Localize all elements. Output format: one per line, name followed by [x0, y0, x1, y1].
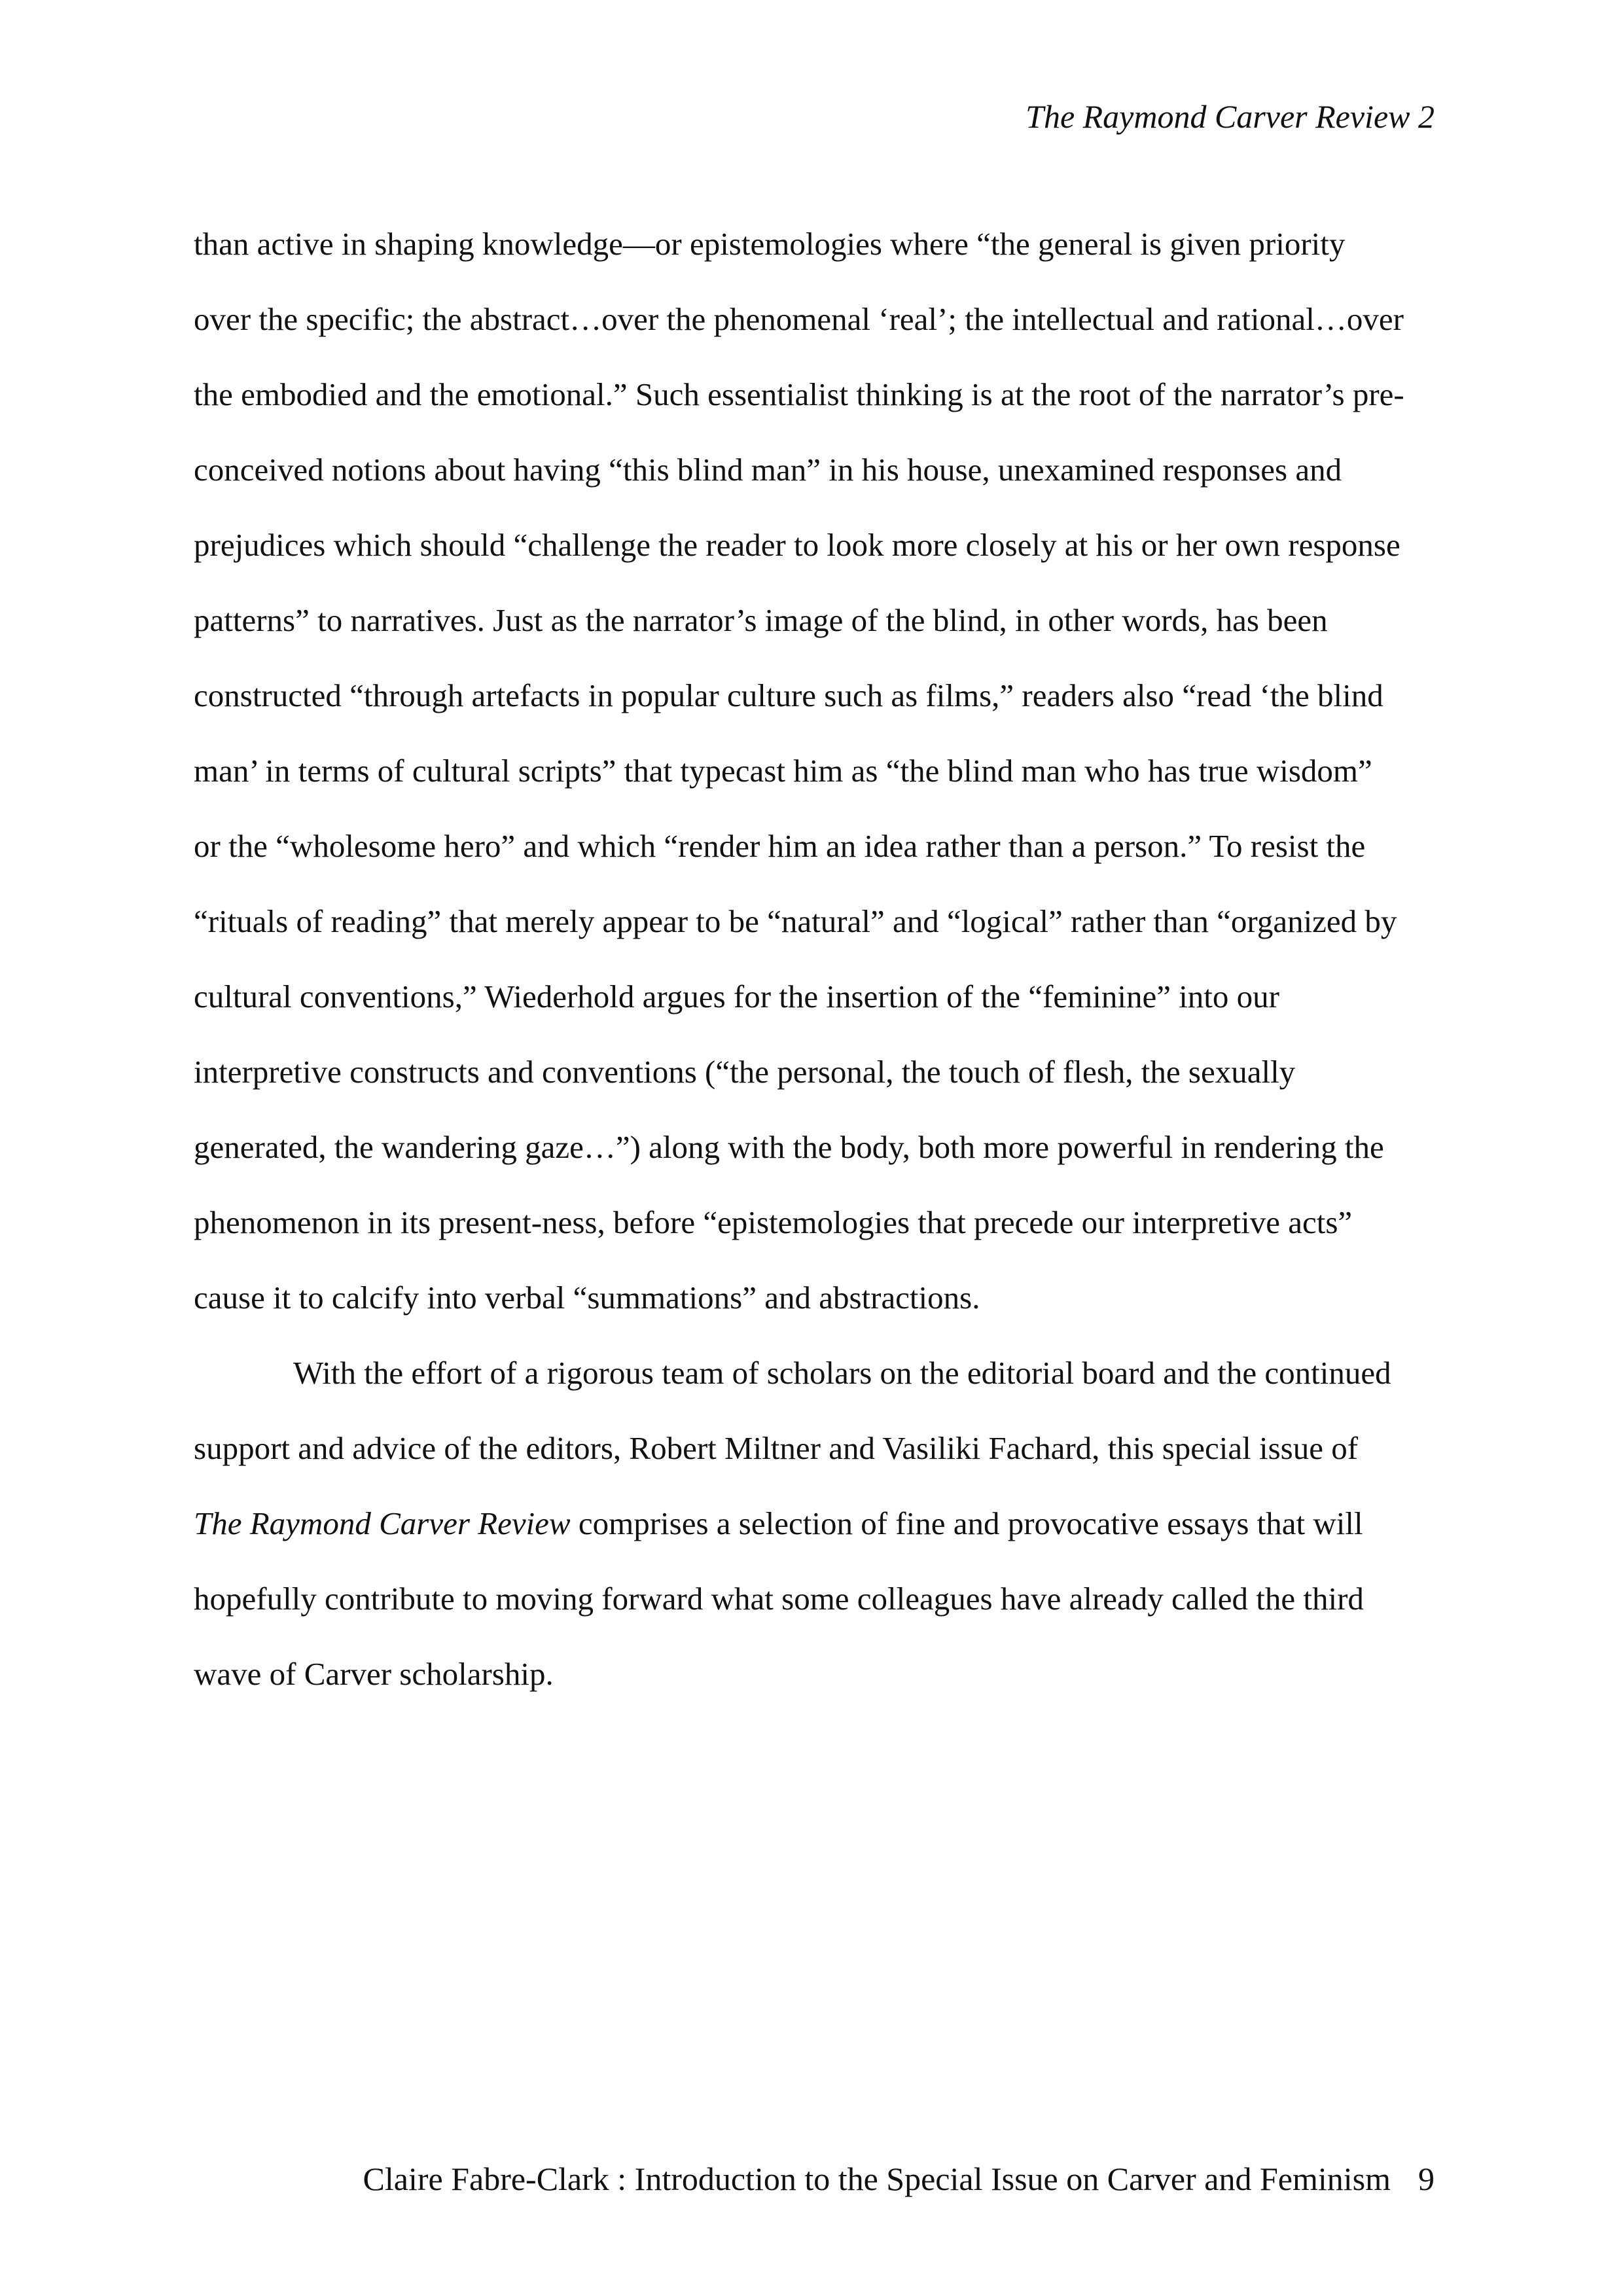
text-line: phenomenon in its present-ness, before “epistemologies that precede our interpretive acts” — [194, 1204, 1353, 1240]
text-line: generated, the wandering gaze…”) along with the body, both more powerful in rendering the — [194, 1129, 1384, 1165]
page-footer — [363, 2159, 1435, 2198]
text-line: interpretive constructs and conventions (“the personal, the touch of flesh, the sexually — [194, 1054, 1296, 1090]
text-line: or the “wholesome hero” and which “render him an idea rather than a person.” To resist the — [194, 828, 1366, 864]
text-line: With the effort of a rigorous team of scholars on the editorial board and the continued — [293, 1355, 1391, 1391]
text-line: the embodied and the emotional.” Such essentialist thinking is at the root of the narrator’s pre- — [194, 376, 1404, 412]
text-line — [194, 1486, 1437, 1561]
body-text — [194, 206, 1437, 1712]
text-line: cultural conventions,” Wiederhold argues for the insertion of the “feminine” into our — [194, 978, 1279, 1014]
paragraph-1 — [194, 206, 1437, 1335]
text-line: hopefully contribute to moving forward what some colleagues have already called the third — [194, 1581, 1364, 1617]
text-line: prejudices which should “challenge the reader to look more closely at his or her own response — [194, 527, 1400, 563]
text-line: over the specific; the abstract…over the phenomenal ‘real’; the intellectual and rational…over — [194, 301, 1404, 337]
text-line: cause it to calcify into verbal “summations” and abstractions. — [194, 1280, 980, 1316]
text-line: man’ in terms of cultural scripts” that typecast him as “the blind man who has true wisdom” — [194, 753, 1372, 789]
text-line: support and advice of the editors, Robert Miltner and Vasiliki Fachard, this special issue of — [194, 1430, 1359, 1466]
text-span: comprises a selection of fine and provocative essays that will — [570, 1505, 1363, 1541]
text-line: conceived notions about having “this blind man” in his house, unexamined responses and — [194, 452, 1342, 488]
text-line: patterns” to narratives. Just as the narrator’s image of the blind, in other words, has been — [194, 602, 1328, 638]
text-line: wave of Carver scholarship. — [194, 1656, 554, 1692]
text-line: constructed “through artefacts in popular culture such as films,” readers also “read ‘the blind — [194, 677, 1383, 713]
footer-citation: Claire Fabre-Clark : Introduction to the Special Issue on Carver and Feminism — [363, 2161, 1391, 2197]
text-line: than active in shaping knowledge—or epistemologies where “the general is given priority — [194, 226, 1346, 262]
journal-title: The Raymond Carver Review — [194, 1505, 571, 1541]
page-number: 9 — [1418, 2161, 1435, 2197]
paragraph-2 — [194, 1335, 1437, 1712]
text-line: “rituals of reading” that merely appear to be “natural” and “logical” rather than “organized by — [194, 903, 1397, 939]
running-header: The Raymond Carver Review 2 — [1026, 98, 1435, 135]
